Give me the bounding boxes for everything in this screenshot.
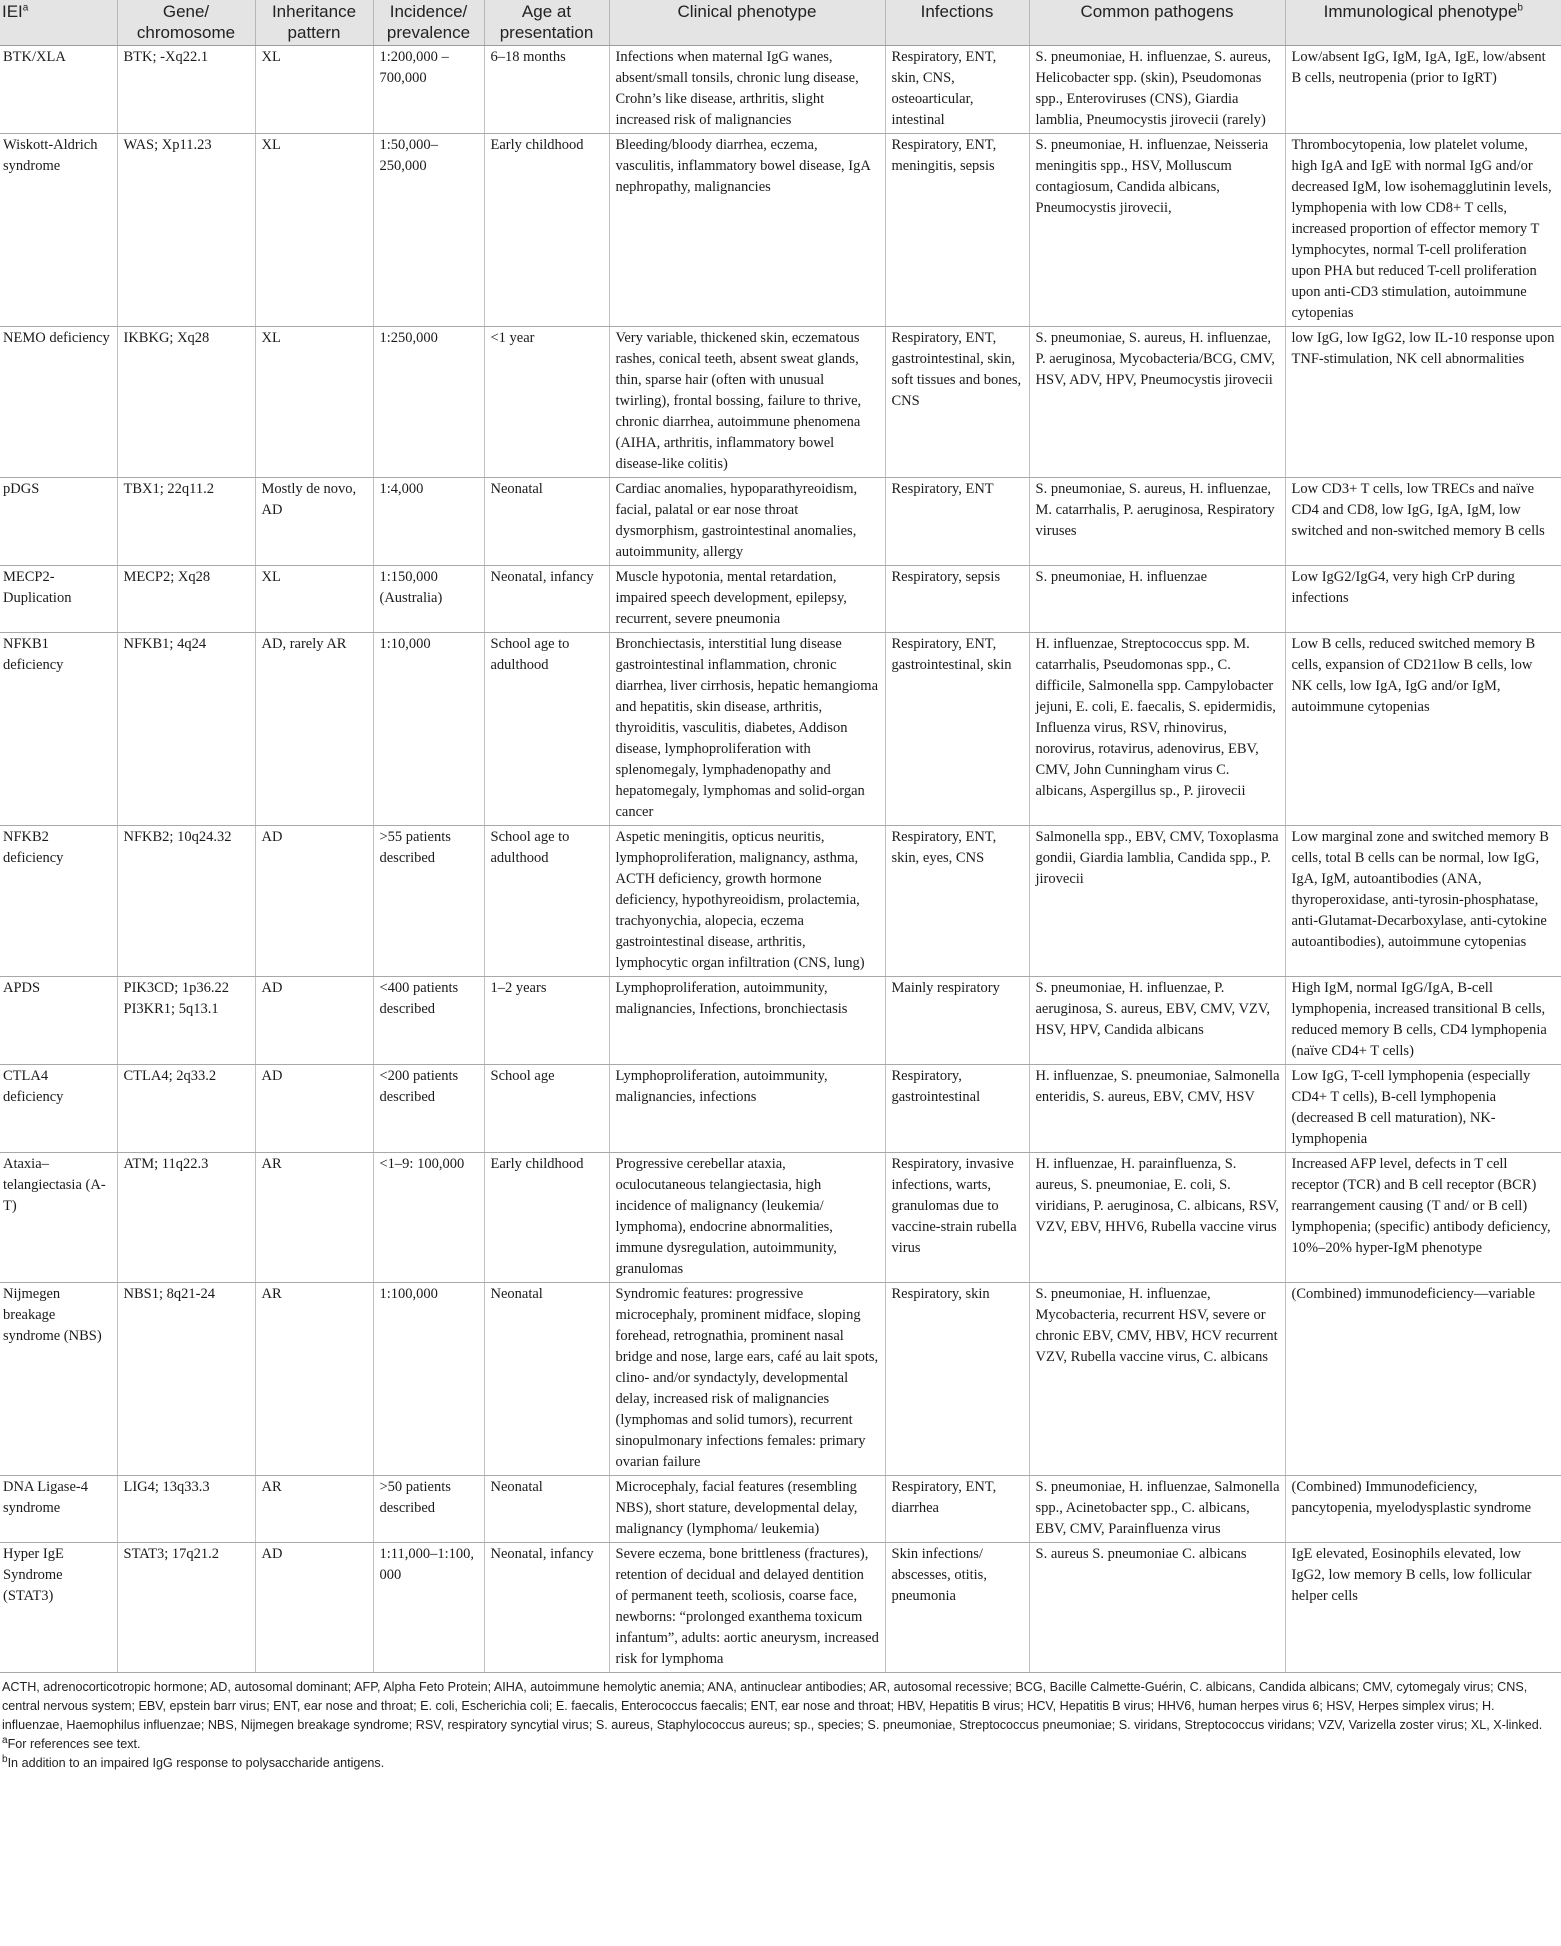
cell-infections: Respiratory, skin — [885, 1283, 1029, 1476]
cell-age: Early childhood — [484, 134, 609, 327]
cell-gene: NFKB1; 4q24 — [117, 633, 255, 826]
header-label: Inheritance pattern — [271, 2, 357, 42]
cell-clinical: Severe eczema, bone brittleness (fractures), retention of decidual and delayed dentition of permanent teeth, scoliosis, coarse face, newborns: “prolonged exanthema toxicum infantum”, adults: aortic aneurysm, increased risk for lymphoma — [609, 1543, 885, 1673]
cell-incidence: 1:200,000 – 700,000 — [373, 46, 484, 134]
cell-iei: pDGS — [0, 478, 117, 566]
cell-gene: STAT3; 17q21.2 — [117, 1543, 255, 1673]
cell-incidence: >55 patients described — [373, 826, 484, 977]
cell-age: <1 year — [484, 327, 609, 478]
cell-immuno: Increased AFP level, defects in T cell receptor (TCR) and B cell receptor (BCR) rearrangement causing (T and/ or B cell) lymphopenia; (specific) antibody deficiency, 10%–20% hyper-IgM phenotype — [1285, 1153, 1561, 1283]
cell-iei: DNA Ligase-4 syndrome — [0, 1476, 117, 1543]
cell-iei: CTLA4 deficiency — [0, 1065, 117, 1153]
cell-gene: BTK; -Xq22.1 — [117, 46, 255, 134]
header-label: Clinical phenotype — [677, 2, 817, 21]
cell-immuno: (Combined) Immunodeficiency, pancytopenia, myelodysplastic syndrome — [1285, 1476, 1561, 1543]
cell-incidence: 1:250,000 — [373, 327, 484, 478]
cell-infections: Mainly respiratory — [885, 977, 1029, 1065]
table-row — [0, 327, 1561, 478]
cell-immuno: Low marginal zone and switched memory B cells, total B cells can be normal, low IgG, IgA, IgM, autoantibodies (ANA, thyroperoxidase, anti-tyrosin-phosphatase, anti-Glutamat-Decarboxylase, anti-cytokine autoantibodies), autoimmune cytopenias — [1285, 826, 1561, 977]
footnote-b-mark: b — [2, 1753, 8, 1765]
footnote-a — [2, 1735, 1558, 1754]
cell-immuno: IgE elevated, Eosinophils elevated, low IgG2, low memory B cells, low follicular helper cells — [1285, 1543, 1561, 1673]
cell-age: Neonatal — [484, 478, 609, 566]
cell-age: 1–2 years — [484, 977, 609, 1065]
cell-iei: MECP2-Duplication — [0, 566, 117, 633]
cell-age: 6–18 months — [484, 46, 609, 134]
cell-immuno: Low IgG, T-cell lymphopenia (especially CD4+ T cells), B-cell lymphopenia (decreased B cell maturation), NK-lymphopenia — [1285, 1065, 1561, 1153]
cell-age: Neonatal, infancy — [484, 566, 609, 633]
cell-gene: LIG4; 13q33.3 — [117, 1476, 255, 1543]
header-label: Infections — [920, 2, 994, 21]
footnote-b — [2, 1754, 1558, 1773]
header-footnote-mark: a — [22, 2, 29, 14]
header-infections — [885, 0, 1029, 46]
cell-immuno: Low CD3+ T cells, low TRECs and naïve CD4 and CD8, low IgG, IgA, IgM, low switched and non-switched memory B cells — [1285, 478, 1561, 566]
table-body — [0, 46, 1561, 1673]
cell-gene: CTLA4; 2q33.2 — [117, 1065, 255, 1153]
cell-iei: NFKB2 deficiency — [0, 826, 117, 977]
header-label: IEI — [2, 2, 23, 21]
table-footnotes — [0, 1673, 1561, 1773]
cell-gene: WAS; Xp11.23 — [117, 134, 255, 327]
cell-incidence: <200 patients described — [373, 1065, 484, 1153]
cell-incidence: 1:50,000–250,000 — [373, 134, 484, 327]
header-label: Gene/ chromosome — [136, 2, 236, 42]
cell-incidence: 1:10,000 — [373, 633, 484, 826]
cell-incidence: 1:150,000 (Australia) — [373, 566, 484, 633]
cell-infections: Respiratory, ENT, gastrointestinal, skin, soft tissues and bones, CNS — [885, 327, 1029, 478]
cell-inheritance: AD — [255, 1543, 373, 1673]
table-row — [0, 1065, 1561, 1153]
header-iei — [0, 0, 117, 46]
cell-inheritance: XL — [255, 327, 373, 478]
cell-clinical: Lymphoproliferation, autoimmunity, malignancies, infections — [609, 1065, 885, 1153]
cell-inheritance: AD, rarely AR — [255, 633, 373, 826]
cell-iei: Hyper IgE Syndrome (STAT3) — [0, 1543, 117, 1673]
footnote-a-mark: a — [2, 1734, 8, 1746]
cell-inheritance: AD — [255, 977, 373, 1065]
cell-inheritance: Mostly de novo, AD — [255, 478, 373, 566]
footnote-a-text: For references see text. — [7, 1737, 141, 1751]
cell-pathogens: S. pneumoniae, H. influenzae, P. aeruginosa, S. aureus, EBV, CMV, VZV, HSV, HPV, Candida albicans — [1029, 977, 1285, 1065]
table-row — [0, 826, 1561, 977]
cell-clinical: Aspetic meningitis, opticus neuritis, lymphoproliferation, malignancy, asthma, ACTH deficiency, growth hormone deficiency, hypothyreoidism, prolactemia, trachyonychia, alopecia, eczema gastrointestinal disease, arthritis, lymphocytic organ infiltration (CNS, lung) — [609, 826, 885, 977]
cell-gene: IKBKG; Xq28 — [117, 327, 255, 478]
cell-infections: Respiratory, ENT, skin, CNS, osteoarticular, intestinal — [885, 46, 1029, 134]
cell-incidence: <1–9: 100,000 — [373, 1153, 484, 1283]
cell-inheritance: AR — [255, 1153, 373, 1283]
cell-inheritance: AD — [255, 1065, 373, 1153]
cell-pathogens: S. pneumoniae, H. influenzae, S. aureus, Helicobacter spp. (skin), Pseudomonas spp., Enteroviruses (CNS), Giardia lamblia, Pneumocystis jirovecii (rarely) — [1029, 46, 1285, 134]
header-label: Incidence/ prevalence — [386, 2, 471, 42]
cell-clinical: Microcephaly, facial features (resembling NBS), short stature, developmental delay, malignancy (lymphoma/ leukemia) — [609, 1476, 885, 1543]
cell-age: School age to adulthood — [484, 826, 609, 977]
cell-gene: TBX1; 22q11.2 — [117, 478, 255, 566]
cell-iei: Nijmegen breakage syndrome (NBS) — [0, 1283, 117, 1476]
cell-pathogens: H. influenzae, S. pneumoniae, Salmonella enteridis, S. aureus, EBV, CMV, HSV — [1029, 1065, 1285, 1153]
cell-inheritance: AR — [255, 1283, 373, 1476]
cell-inheritance: XL — [255, 134, 373, 327]
header-label: Common pathogens — [1080, 2, 1234, 21]
cell-infections: Respiratory, ENT, diarrhea — [885, 1476, 1029, 1543]
cell-infections: Respiratory, ENT, skin, eyes, CNS — [885, 826, 1029, 977]
cell-immuno: High IgM, normal IgG/IgA, B-cell lymphopenia, increased transitional B cells, reduced memory B cells, CD4 lymphopenia (naïve CD4+ T cells) — [1285, 977, 1561, 1065]
cell-pathogens: S. pneumoniae, H. influenzae, Salmonella spp., Acinetobacter spp., C. albicans, EBV, CMV, Parainfluenza virus — [1029, 1476, 1285, 1543]
cell-age: Neonatal, infancy — [484, 1543, 609, 1673]
cell-infections: Skin infections/ abscesses, otitis, pneumonia — [885, 1543, 1029, 1673]
cell-gene: MECP2; Xq28 — [117, 566, 255, 633]
cell-pathogens: H. influenzae, H. parainfluenza, S. aureus, S. pneumoniae, E. coli, S. viridians, P. aeruginosa, C. albicans, RSV, VZV, EBV, HHV6, Rubella vaccine virus — [1029, 1153, 1285, 1283]
cell-clinical: Muscle hypotonia, mental retardation, impaired speech development, epilepsy, recurrent, severe pneumonia — [609, 566, 885, 633]
table-row — [0, 566, 1561, 633]
cell-gene: NBS1; 8q21-24 — [117, 1283, 255, 1476]
cell-inheritance: AD — [255, 826, 373, 977]
table-row — [0, 1153, 1561, 1283]
table-header-row — [0, 0, 1561, 46]
cell-inheritance: XL — [255, 566, 373, 633]
cell-immuno: Low/absent IgG, IgM, IgA, IgE, low/absent B cells, neutropenia (prior to IgRT) — [1285, 46, 1561, 134]
cell-age: Neonatal — [484, 1283, 609, 1476]
cell-pathogens: S. pneumoniae, S. aureus, H. influenzae, P. aeruginosa, Mycobacteria/BCG, CMV, HSV, ADV, HPV, Pneumocystis jirovecii — [1029, 327, 1285, 478]
cell-clinical: Syndromic features: progressive microcephaly, prominent midface, sloping forehead, retrognathia, prominent nasal bridge and nose, large ears, café au lait spots, clino- and/or syndactyly, developmental delay, increased risk of malignancies (lymphomas and solid tumors), recurrent sinopulmonary infections females: primary ovarian failure — [609, 1283, 885, 1476]
abbreviations-note: ACTH, adrenocorticotropic hormone; AD, autosomal dominant; AFP, Alpha Feto Protein; AIHA, autoimmune hemolytic anemia; ANA, antinuclear antibodies; AR, autosomal recessive; BCG, Bacille Calmette-Guérin, C. albicans, Candida albicans; CMV, cytomegaly virus; CNS, central nervous system; EBV, epstein barr virus; ENT, ear nose and throat; E. coli, Escherichia coli; E. faecalis, Enterococcus faecalis; ENT, ear nose and throat; HBV, Hepatitis B virus; HCV, Hepatitis B virus; HHV6, human herpes virus 6; HSV, Herpes simplex virus; H. influenzae, Haemophilus influenzae; NBS, Nijmegen breakage syndrome; RSV, respiratory syncytial virus; S. aureus, Staphylococcus aureus; sp., species; S. pneumoniae, Streptococcus pneumoniae; S. viridans, Streptococcus viridans; VZV, Varizella zoster virus; XL, X-linked. — [2, 1680, 1543, 1732]
header-label: Age at presentation — [499, 2, 594, 42]
table-row — [0, 1283, 1561, 1476]
table-row — [0, 46, 1561, 134]
cell-iei: Wiskott-Aldrich syndrome — [0, 134, 117, 327]
cell-clinical: Bronchiectasis, interstitial lung disease gastrointestinal inflammation, chronic diarrhea, liver cirrhosis, hepatic hemangioma and hepatitis, skin disease, arthritis, thyroiditis, vasculitis, diabetes, Addison disease, lymphoproliferation with splenomegaly, lymphadenopathy and hepatomegaly, lymphomas and solid-organ cancer — [609, 633, 885, 826]
cell-iei: BTK/XLA — [0, 46, 117, 134]
cell-pathogens: S. pneumoniae, H. influenzae, Neisseria meningitis spp., HSV, Molluscum contagiosum, Candida albicans, Pneumocystis jirovecii, — [1029, 134, 1285, 327]
cell-inheritance: XL — [255, 46, 373, 134]
cell-clinical: Bleeding/bloody diarrhea, eczema, vasculitis, inflammatory bowel disease, IgA nephropathy, malignancies — [609, 134, 885, 327]
cell-gene: ATM; 11q22.3 — [117, 1153, 255, 1283]
cell-incidence: >50 patients described — [373, 1476, 484, 1543]
cell-infections: Respiratory, ENT — [885, 478, 1029, 566]
cell-infections: Respiratory, invasive infections, warts, granulomas due to vaccine-strain rubella virus — [885, 1153, 1029, 1283]
cell-incidence: 1:11,000–1:100, 000 — [373, 1543, 484, 1673]
table-row — [0, 1543, 1561, 1673]
cell-immuno: Low IgG2/IgG4, very high CrP during infections — [1285, 566, 1561, 633]
cell-immuno: (Combined) immunodeficiency—variable — [1285, 1283, 1561, 1476]
cell-age: Early childhood — [484, 1153, 609, 1283]
cell-clinical: Progressive cerebellar ataxia, oculocutaneous telangiectasia, high incidence of malignancy (leukemia/ lymphoma), endocrine abnormalities, immune dysregulation, autoimmunity, granulomas — [609, 1153, 885, 1283]
cell-incidence: 1:100,000 — [373, 1283, 484, 1476]
cell-gene: NFKB2; 10q24.32 — [117, 826, 255, 977]
header-pathogens — [1029, 0, 1285, 46]
table-row — [0, 478, 1561, 566]
cell-clinical: Lymphoproliferation, autoimmunity, malignancies, Infections, bronchiectasis — [609, 977, 885, 1065]
cell-immuno: low IgG, low IgG2, low IL-10 response upon TNF-stimulation, NK cell abnormalities — [1285, 327, 1561, 478]
header-immuno — [1285, 0, 1561, 46]
cell-pathogens: H. influenzae, Streptococcus spp. M. catarrhalis, Pseudomonas spp., C. difficile, Salmonella spp. Campylobacter jejuni, E. coli, E. faecalis, S. epidermidis, Influenza virus, RSV, rhinovirus, norovirus, rotavirus, adenovirus, EBV, CMV, John Cunningham virus C. albicans, Aspergillus sp., P. jirovecii — [1029, 633, 1285, 826]
cell-pathogens: S. pneumoniae, H. influenzae — [1029, 566, 1285, 633]
header-gene — [117, 0, 255, 46]
cell-infections: Respiratory, ENT, gastrointestinal, skin — [885, 633, 1029, 826]
cell-age: School age to adulthood — [484, 633, 609, 826]
table-row — [0, 1476, 1561, 1543]
cell-pathogens: S. pneumoniae, S. aureus, H. influenzae, M. catarrhalis, P. aeruginosa, Respiratory viruses — [1029, 478, 1285, 566]
cell-clinical: Very variable, thickened skin, eczematous rashes, conical teeth, absent sweat glands, thin, sparse hair (often with unusual twirling), frontal bossing, failure to thrive, chronic diarrhea, autoimmune phenomena (AIHA, arthritis, inflammatory bowel disease-like colitis) — [609, 327, 885, 478]
header-age — [484, 0, 609, 46]
cell-clinical: Infections when maternal IgG wanes, absent/small tonsils, chronic lung disease, Crohn’s like disease, arthritis, slight increased risk of malignancies — [609, 46, 885, 134]
cell-incidence: 1:4,000 — [373, 478, 484, 566]
cell-inheritance: AR — [255, 1476, 373, 1543]
cell-pathogens: S. pneumoniae, H. influenzae, Mycobacteria, recurrent HSV, severe or chronic EBV, CMV, HBV, HCV recurrent VZV, Rubella vaccine virus, C. albicans — [1029, 1283, 1285, 1476]
footnote-b-text: In addition to an impaired IgG response to polysaccharide antigens. — [7, 1756, 385, 1770]
header-clinical — [609, 0, 885, 46]
cell-incidence: <400 patients described — [373, 977, 484, 1065]
cell-age: School age — [484, 1065, 609, 1153]
cell-pathogens: Salmonella spp., EBV, CMV, Toxoplasma gondii, Giardia lamblia, Candida spp., P. jirovecii — [1029, 826, 1285, 977]
header-incidence — [373, 0, 484, 46]
cell-iei: NFKB1 deficiency — [0, 633, 117, 826]
cell-clinical: Cardiac anomalies, hypoparathyreoidism, facial, palatal or ear nose throat dysmorphism, gastrointestinal anomalies, autoimmunity, allergy — [609, 478, 885, 566]
table-row — [0, 633, 1561, 826]
cell-gene: PIK3CD; 1p36.22 PI3KR1; 5q13.1 — [117, 977, 255, 1065]
cell-immuno: Low B cells, reduced switched memory B cells, expansion of CD21low B cells, low NK cells, low IgA, IgG and/or IgM, autoimmune cytopenias — [1285, 633, 1561, 826]
cell-pathogens: S. aureus S. pneumoniae C. albicans — [1029, 1543, 1285, 1673]
cell-immuno: Thrombocytopenia, low platelet volume, high IgA and IgE with normal IgG and/or decreased IgM, low isohemagglutinin levels, lymphopenia with low CD8+ T cells, increased proportion of effector memory T lymphocytes, normal T-cell proliferation upon PHA but reduced T-cell proliferation upon anti-CD3 stimulation, autoimmune cytopenias — [1285, 134, 1561, 327]
header-label: Immunological phenotype — [1323, 2, 1518, 21]
header-footnote-mark: b — [1517, 2, 1523, 14]
cell-infections: Respiratory, gastrointestinal — [885, 1065, 1029, 1153]
cell-infections: Respiratory, ENT, meningitis, sepsis — [885, 134, 1029, 327]
table-row — [0, 977, 1561, 1065]
cell-age: Neonatal — [484, 1476, 609, 1543]
cell-iei: NEMO deficiency — [0, 327, 117, 478]
header-inheritance — [255, 0, 373, 46]
table-row — [0, 134, 1561, 327]
cell-iei: APDS — [0, 977, 117, 1065]
cell-iei: Ataxia–telangiectasia (A-T) — [0, 1153, 117, 1283]
cell-infections: Respiratory, sepsis — [885, 566, 1029, 633]
